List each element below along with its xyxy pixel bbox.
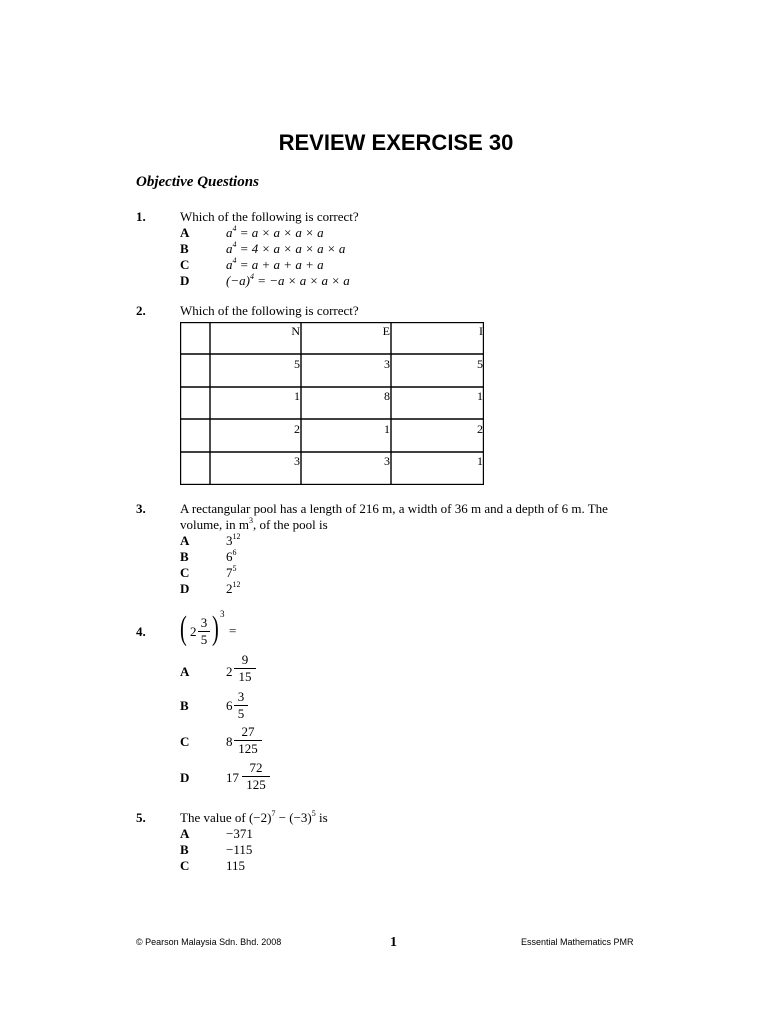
q3-option-a-label: A xyxy=(180,533,190,548)
q2-cell: N xyxy=(291,324,300,338)
q4-option-b-label: B xyxy=(180,698,189,713)
q1-option-d-label: D xyxy=(180,273,190,288)
q2-cell: 1 xyxy=(294,389,300,403)
page-number: 1 xyxy=(390,935,397,950)
q1-number: 1. xyxy=(136,209,146,224)
q2-table xyxy=(180,322,484,485)
q3-option-b-value: $6^6$ xyxy=(226,547,237,564)
q4-option-d-whole: 17 xyxy=(226,770,239,785)
q4-option-c-label: C xyxy=(180,734,190,749)
q5-number: 5. xyxy=(136,810,146,825)
q5-text: The value of $(-2)^7 - (-3)^5$ is xyxy=(180,808,328,825)
q2-cell: 1 xyxy=(477,454,483,468)
q4-number: 4. xyxy=(136,624,146,639)
q3-option-d-label: D xyxy=(180,581,190,596)
q1-option-b-label: B xyxy=(180,241,189,256)
q2-number: 2. xyxy=(136,303,146,318)
q4-option-a-fraction: $\frac{9}{15}$ xyxy=(234,652,256,685)
q5-option-c-label: C xyxy=(180,858,190,873)
q1-option-a-label: A xyxy=(180,225,190,240)
q2-cell: 3 xyxy=(294,454,300,468)
q3-option-c-value: $7^5$ xyxy=(226,563,237,580)
right-paren: ) xyxy=(212,610,219,647)
q3-option-a-value: $3^{12}$ xyxy=(226,531,241,548)
q3-text-line1: A rectangular pool has a length of 216 m, a width of 36 m and a depth of 6 m. The xyxy=(180,501,608,516)
q5-option-c-value: 115 xyxy=(226,858,246,873)
q2-cell: 8 xyxy=(384,389,390,403)
q4-option-b-fraction: $\frac{3}{5}$ xyxy=(234,689,248,722)
q2-cell: 5 xyxy=(294,357,300,371)
q2-cell: 5 xyxy=(477,357,483,371)
q2-cell: 1 xyxy=(477,389,483,403)
q3-text-line2: volume, in $m^3$, of the pool is xyxy=(180,515,328,532)
q2-cell: 2 xyxy=(477,422,483,436)
q4-expression xyxy=(180,609,250,652)
q4-whole: 2 xyxy=(190,624,197,639)
q4-option-c-fraction: $\frac{27}{125}$ xyxy=(234,724,262,757)
footer-book-title: Essential Mathematics PMR xyxy=(521,937,634,947)
left-paren: ( xyxy=(180,610,187,647)
q2-cell: 2 xyxy=(294,422,300,436)
q5-option-a-label: A xyxy=(180,826,190,841)
q4-option-d-label: D xyxy=(180,770,190,785)
q4-equals: = xyxy=(229,623,237,638)
q5-option-b-label: B xyxy=(180,842,189,857)
q4-option-a-label: A xyxy=(180,664,190,679)
q5-option-b-value: −115 xyxy=(226,842,253,857)
q4-exponent: 3 xyxy=(220,609,225,619)
q3-option-d-value: $2^{12}$ xyxy=(226,579,241,596)
q1-text: Which of the following is correct? xyxy=(180,209,359,224)
q1-option-b-value: $a^4 = 4 \times a \times a \times a \times a$ xyxy=(226,239,346,256)
q4-fraction: $\frac{3}{5}$ xyxy=(198,615,210,648)
page-title: REVIEW EXERCISE 30 xyxy=(278,130,514,155)
q2-cell: I xyxy=(479,324,483,338)
q3-option-c-label: C xyxy=(180,565,190,580)
q2-cell: 3 xyxy=(384,357,390,371)
q1-option-c-label: C xyxy=(180,257,190,272)
q3-option-b-label: B xyxy=(180,549,189,564)
footer-copyright: © Pearson Malaysia Sdn. Bhd. 2008 xyxy=(136,937,282,947)
q4-option-c-whole: 8 xyxy=(226,734,233,749)
q5-option-a-value: −371 xyxy=(226,826,253,841)
q2-cell: 3 xyxy=(384,454,390,468)
q4-option-b-whole: 6 xyxy=(226,698,233,713)
q3-number: 3. xyxy=(136,501,146,516)
section-heading: Objective Questions xyxy=(136,174,259,190)
q4-option-a-whole: 2 xyxy=(226,664,233,679)
q2-cell: E xyxy=(382,324,390,338)
q2-cell: 1 xyxy=(384,422,390,436)
q1-option-d-value: $(-a)^4 = -a \times a \times a \times a$ xyxy=(226,271,350,288)
q2-text: Which of the following is correct? xyxy=(180,303,359,318)
q1-option-c-value: $a^4 = a + a + a + a$ xyxy=(226,255,324,272)
q4-option-d-fraction: $\frac{72}{125}$ xyxy=(242,760,270,793)
q1-option-a-value: $a^4 = a \times a \times a \times a$ xyxy=(226,223,324,240)
